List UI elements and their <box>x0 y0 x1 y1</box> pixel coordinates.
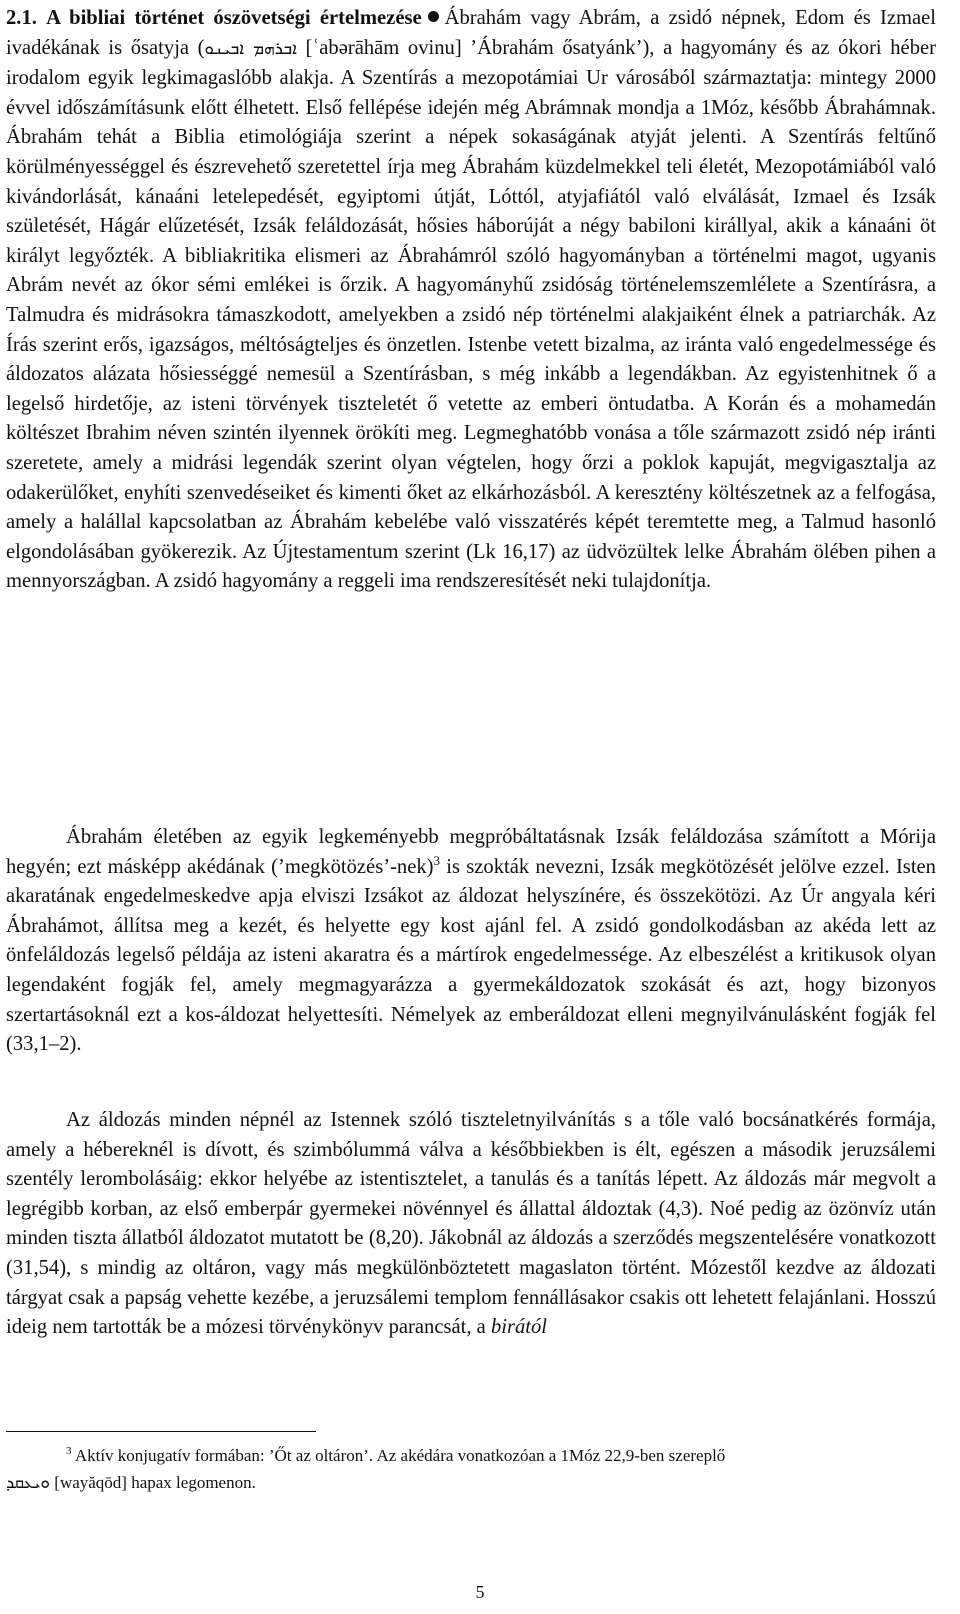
section-2-1 <box>6 4 936 597</box>
footnote-line-2 <box>6 1469 936 1497</box>
para2-text-b: is szokták nevezni, Izsák megkötözését jelölve ezzel. Isten akaratának engedelmeskedve apja elviszi Izsákot az áldozat helyszínére, és összekötözi. Az Úr angyala kéri Ábrahámot, állítsa meg a kezét, és helyette egy kost ajánl fel. A zsidó gondolkodásban az akéda lett az önfeláldozás legelső példája az isteni akaratra és a mártírok engedelmessége. Az elbeszélést a kritikusok olyan legendaként fogják fel, amely megmagyarázza a gyermekáldozatok szokását és azt, hogy bizonyos szertartásoknál ezt a kos-áldozat helyettesíti. Némelyek az emberáldozat elleni megnyilvánulásként fogják fel (33,1–2). <box>6 855 936 1056</box>
intro-text-b: [ʿabərāhām ovinu] ’Ábrahám ősatyánk’), a hagyomány és az ókori héber irodalom egyik legkimagaslóbb alakja. A Szentírás a mezopotámiai Ur városából származtatja: mintegy 2000 évvel időszámításunk előtt élhetett. Első fellépése idején még Abrámnak mondja a 1Móz, később Ábrahámnak. Ábrahám tehát a Biblia etimológiája szerint a népek sokaságának atyját jelenti. A Szentírás feltűnő körülményességgel és észrevehető szeretettel írja meg Ábrahám küzdelmekkel teli életét, Mezopotámiából való kivándorlását, kánaáni letelepedését, egyiptomi útját, Lóttól, atyjafiától való elválását, Izmael és Izsák születését, Hágár elűzetését, Izsák feláldozását, hősies háborúját a négy babiloni királlyal, akik a kánaáni öt királyt legyőzték. A bibliakritika elismeri az Ábrahámról szóló hagyományban a történelmi magot, ugyanis Abrám nevét az ókor sémi emlékei is őrzik. A hagyományhű zsidóság történelemszemlélete a Szentírásra, a Talmudra és midrásokra támaszkodott, amelyekben a zsidó nép történelmi alakjaiként élnek a patriarchák. Az Írás szerint erős, igazságos, méltóságteljes és önzetlen. Istenbe vetett bizalma, az iránta való engedelmessége és áldozatos alázata hősiességgé nemesül a Szentírásban, s még inkább a legendákban. Az egyistenhitnek ő a legelső hirdetője, az isteni törvények tiszteletét ő vetette az emberi öntudatba. A Korán és a mohamedán költészet Ibrahim néven szintén ilyennek örökíti meg. Legmeghatóbb vonása a tőle származott zsidó nép iránti szeretete, amely a midrási legendák szerint olyan végtelen, hogy őrzi a poklok kapuját, megvigasztalja az odakerülőket, enyhíti szenvedéseiket és kimenti őket az elkárhozásból. A keresztény költészetnek az a felfogása, amely a halállal kapcsolatban az Ábrahám kebelébe való visszatérés képét teremtette meg, a Talmud hasonló elgondolásában gyökerezik. Az Újtestamentum szerint (Lk 16,17) az üdvözültek lelke Ábrahám ölében pihen a mennyországban. A zsidó hagyomány a reggeli ima rendszeresítését neki tulajdonítja. <box>6 36 936 593</box>
para2-text-a: Ábrahám életében az egyik legkeményebb megpróbáltatásnak Izsák feláldozása számított a Mórija hegyén; ezt másképp akédának (’megkötözés’-nek) <box>6 826 936 878</box>
section-title: A bibliai történet ószövetségi értelmezése <box>46 7 422 29</box>
section-paragraph <box>6 4 936 597</box>
para3-italic-end: birától <box>490 1316 548 1339</box>
hebrew-word: ܐܒܪܗܡ ܐܒܝܢܘ <box>204 38 297 59</box>
footnote-reference[interactable]: 3 <box>433 852 441 868</box>
intro-text-a: Ábrahám vagy Abrám, a zsidó népnek, Edom és Izmael ivadékának is ősatyja ( <box>6 7 936 59</box>
para3-text: Az áldozás minden népnél az Istennek szóló tiszteletnyilvánítás s a tőle való bocsánatkérés formája, amely a hébereknél is dívott, és szimbólummá válva a későbbiekben is élt, egészen a második jeruzsálemi szentély lerombolásáig: ekkor helyébe az istentisztelet, a tanulás és a tanítás lépett. Az áldozás már megvolt a legrégibb korban, az első emberpár gyermekei növénnyel és állattal áldoztak (4,3). Noé pedig az özönvíz után minden tiszta állatból áldozatot mutatott be (8,20). Jákobnál az áldozás a szerződés megszentelésére vonatkozott (31,54), s mindig az oltáron, vagy más megkülönböztetett magaslaton történt. Mózestől kezdve az áldozati tárgyat csak a papság vehette kezébe, a jeruzsálemi templom fennállásakor csakis ott lehetett felajánlani. Hosszú ideig nem tartották be a mózesi törvénykönyv parancsát, a <box>6 1109 936 1339</box>
footnote-text-1: Aktív konjugatív formában: ’Őt az oltáron’. Az akédára vonatkozóan a 1Móz 22,9-ben szereplő <box>74 1446 726 1465</box>
footnote-marker: 3 <box>66 1445 72 1457</box>
bullet-icon <box>428 11 439 22</box>
footnote-hebrew-word: ܘܝܥܩܕ <box>6 1473 51 1493</box>
footnote-separator <box>6 1431 316 1432</box>
footnote-text-2: [wayăqōd] hapax legomenon. <box>54 1473 256 1492</box>
paragraph-sacrifice <box>6 1106 936 1343</box>
footnote <box>6 1442 936 1497</box>
footnote-line-1 <box>6 1442 936 1469</box>
page-number: 5 <box>475 1582 485 1602</box>
paragraph-akeda <box>6 823 936 1060</box>
section-number: 2.1. <box>6 7 37 29</box>
